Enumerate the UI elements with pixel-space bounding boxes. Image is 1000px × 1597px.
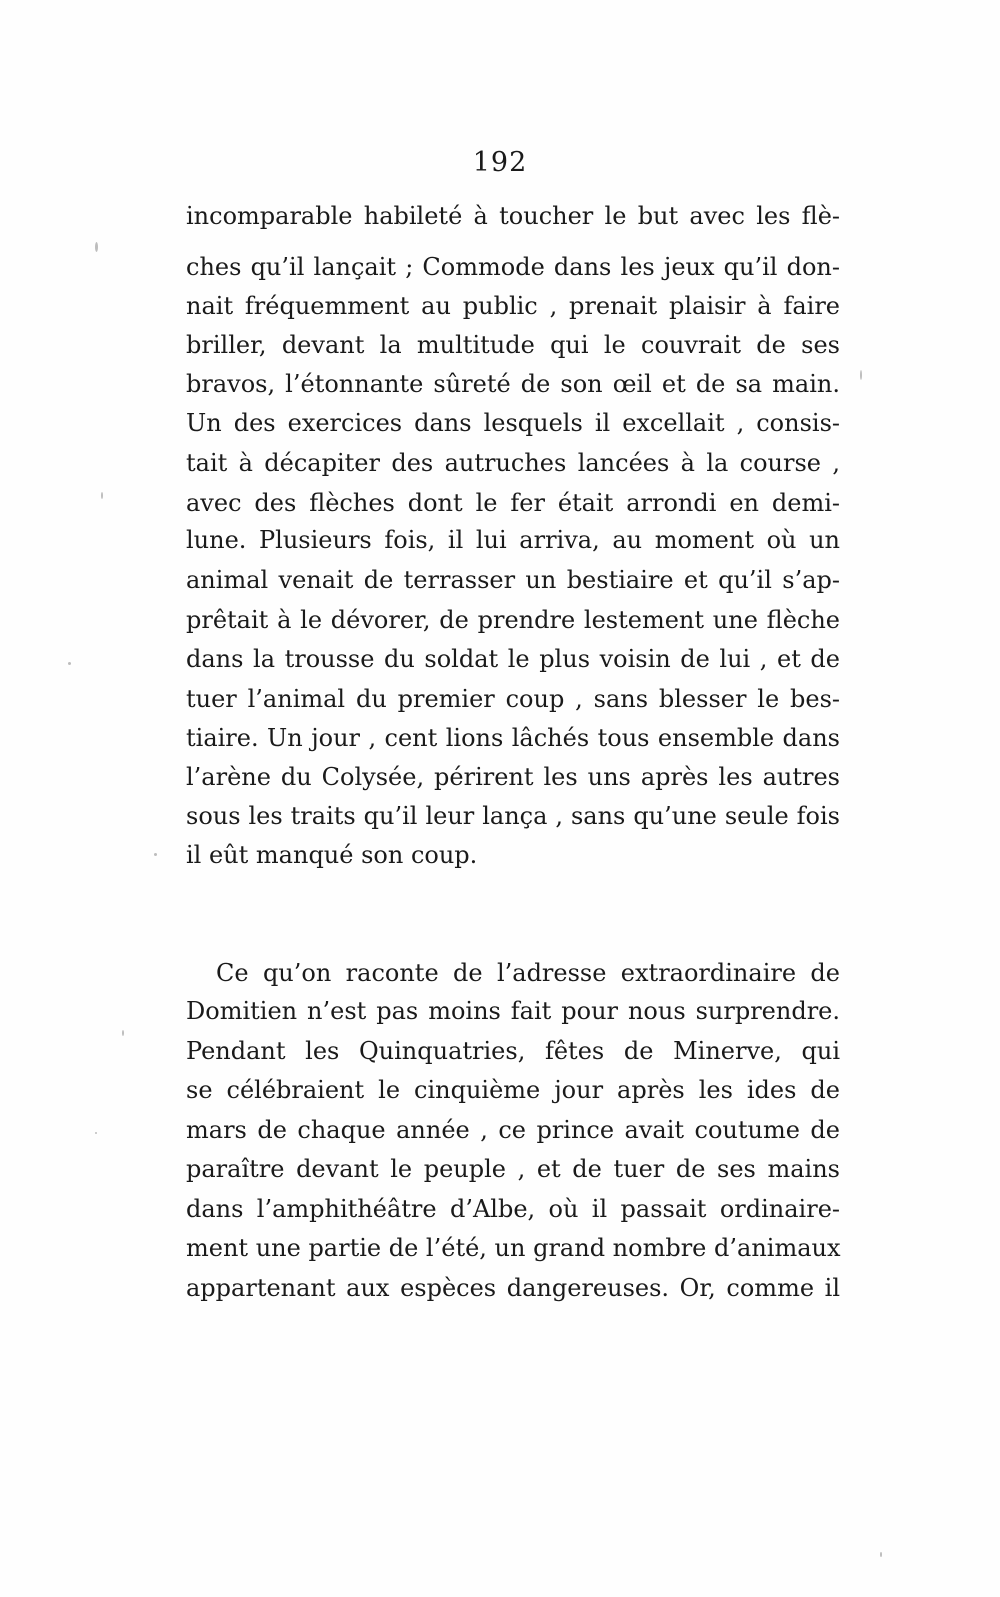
text-line: lune. Plusieurs fois, il lui arriva, au moment où un: [186, 526, 840, 554]
text-line: incomparable habileté à toucher le but avec les flè-: [186, 202, 840, 230]
text-line: mars de chaque année , ce prince avait coutume de: [186, 1116, 840, 1144]
text-line: l’arène du Colysée, périrent les uns après les autres: [186, 763, 840, 791]
text-line: animal venait de terrasser un bestiaire et qu’il s’ap-: [186, 566, 840, 594]
scan-speck: [68, 662, 71, 665]
text-line: bravos, l’étonnante sûreté de son œil et de sa main.: [186, 370, 840, 398]
text-line: briller, devant la multitude qui le couvrait de ses: [186, 331, 840, 359]
text-line: se célébraient le cinquième jour après les ides de: [186, 1076, 840, 1104]
text-line: appartenant aux espèces dangereuses. Or, comme il: [186, 1274, 840, 1302]
text-line: nait fréquemment au public , prenait plaisir à faire: [186, 292, 840, 320]
text-line: prêtait à le dévorer, de prendre lestement une flèche: [186, 606, 840, 634]
text-line: Ce qu’on raconte de l’adresse extraordinaire de: [216, 959, 840, 987]
page-number: 192: [472, 147, 528, 178]
text-line: tiaire. Un jour , cent lions lâchés tous ensemble dans: [186, 724, 840, 752]
text-line: dans l’amphithéâtre d’Albe, où il passait ordinaire-: [186, 1195, 840, 1223]
scan-speck: [860, 370, 862, 380]
text-line: paraître devant le peuple , et de tuer de ses mains: [186, 1155, 840, 1183]
text-line: avec des flèches dont le fer était arrondi en demi-: [186, 489, 840, 517]
text-line: ment une partie de l’été, un grand nombre d’animaux: [186, 1234, 841, 1262]
text-line: ches qu’il lançait ; Commode dans les jeux qu’il don-: [186, 253, 840, 281]
scan-speck: [154, 853, 157, 856]
text-line: Domitien n’est pas moins fait pour nous surprendre.: [186, 997, 840, 1025]
scan-speck: [95, 1132, 97, 1134]
scan-speck: [101, 492, 103, 499]
scan-speck: [122, 1030, 124, 1036]
text-line: il eût manqué son coup.: [186, 841, 478, 869]
scan-speck: [95, 242, 98, 252]
text-line: tait à décapiter des autruches lancées à la course ,: [186, 449, 840, 477]
scan-speck: [880, 1552, 882, 1557]
text-line: tuer l’animal du premier coup , sans blesser le bes-: [186, 685, 840, 713]
text-line: dans la trousse du soldat le plus voisin de lui , et de: [186, 645, 840, 673]
text-line: Pendant les Quinquatries, fêtes de Minerve, qui: [186, 1037, 840, 1065]
text-line: Un des exercices dans lesquels il excellait , consis-: [186, 409, 840, 437]
text-line: sous les traits qu’il leur lança , sans qu’une seule fois: [186, 802, 840, 830]
